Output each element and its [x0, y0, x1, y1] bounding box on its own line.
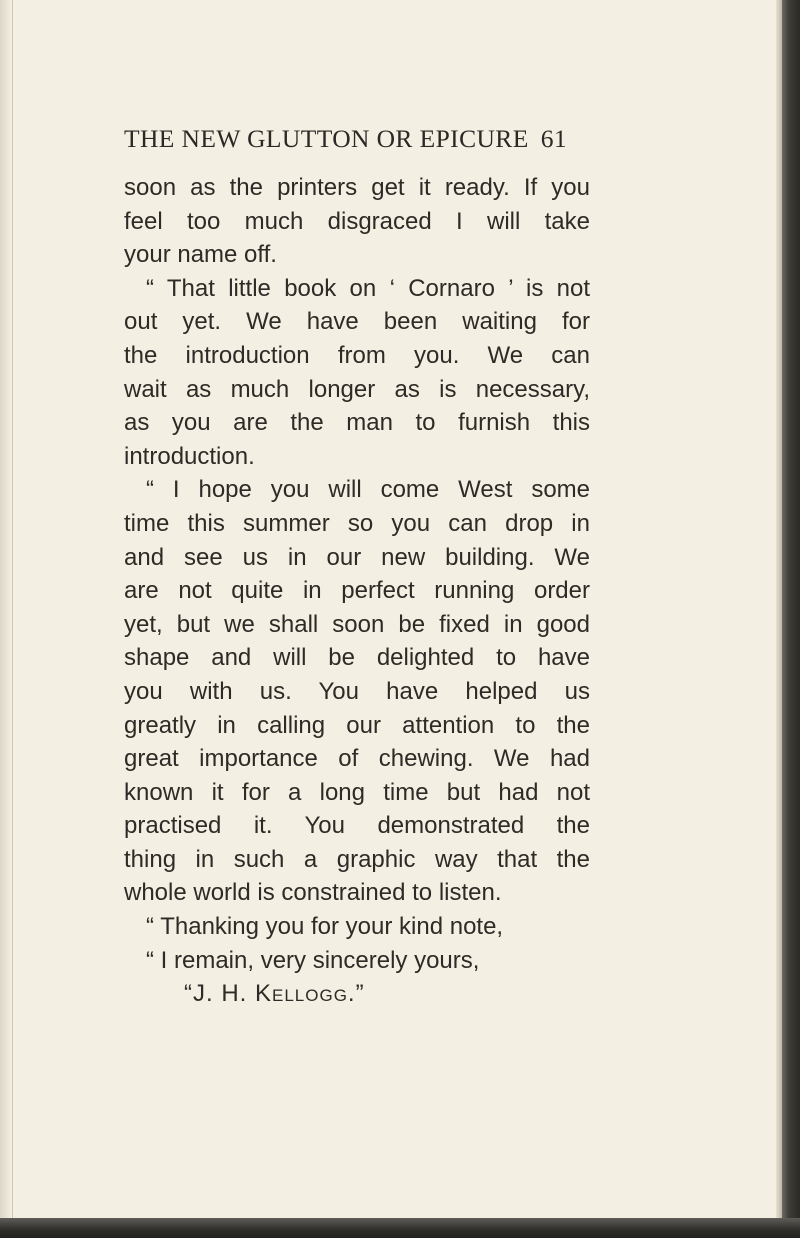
text-line: known it for a long time but had not [124, 778, 590, 806]
book-cover-edge-bottom [0, 1218, 800, 1238]
text-line: thing in such a graphic way that the [124, 845, 590, 873]
running-head-title: THE NEW GLUTTON OR EPICURE [124, 124, 529, 153]
text-line: and see us in our new building. We [124, 543, 590, 571]
page-binding-edge [0, 0, 13, 1238]
text-line: out yet. We have been waiting for [124, 308, 590, 336]
text-line: practised it. You demonstrated the [124, 812, 590, 840]
letter-text [124, 171, 590, 1011]
text-line: as you are the man to furnish this [124, 409, 590, 437]
text-line: are not quite in perfect running order [124, 577, 590, 605]
text-line: greatly in calling our attention to the [124, 711, 590, 739]
text-line: “ Thanking you for your kind note, [146, 913, 504, 941]
text-line: you with us. You have helped us [124, 677, 590, 705]
text-line: “ I hope you will come West some [146, 476, 590, 504]
text-line: “ I remain, very sincerely yours, [146, 946, 480, 974]
text-line: great importance of chewing. We had [124, 745, 590, 773]
text-line: your name off. [124, 241, 277, 269]
text-line: wait as much longer as is necessary, [124, 375, 590, 403]
running-head [124, 124, 604, 154]
signature: “J. H. Kellogg.” [184, 980, 365, 1008]
text-line: “ That little book on ‘ Cornaro ’ is not [146, 274, 590, 302]
text-line: the introduction from you. We can [124, 341, 590, 369]
text-line: whole world is constrained to listen. [124, 879, 502, 907]
page-number: 61 [540, 124, 567, 153]
text-line: shape and will be delighted to have [124, 644, 590, 672]
text-line: introduction. [124, 442, 255, 470]
text-line: yet, but we shall soon be fixed in good [124, 610, 590, 638]
text-line: feel too much disgraced I will take [124, 207, 590, 235]
book-cover-edge-right [782, 0, 800, 1238]
text-line: soon as the printers get it ready. If you [124, 174, 590, 201]
text-line: time this summer so you can drop in [124, 509, 590, 537]
